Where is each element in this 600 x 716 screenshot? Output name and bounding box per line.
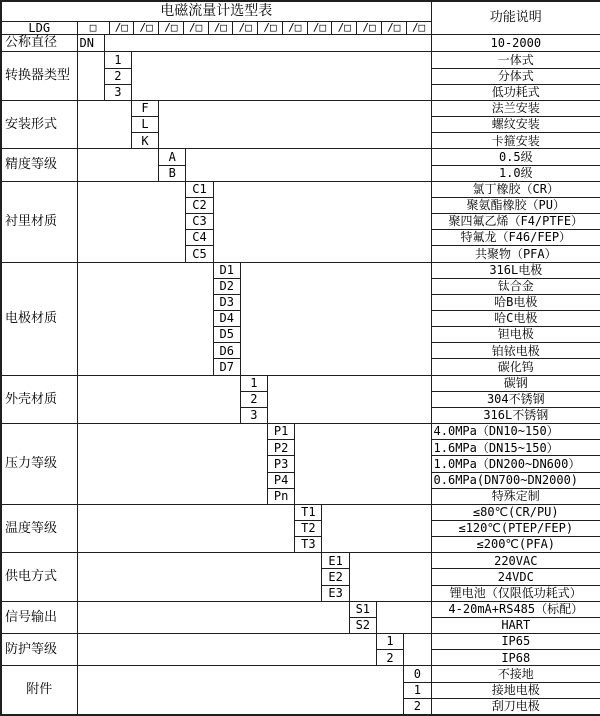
code-cell: 3	[104, 84, 131, 100]
table-row	[1, 634, 600, 650]
code-cell: DN	[77, 35, 104, 52]
function-desc-cell: ≤80℃(CR/PU)	[431, 504, 600, 520]
filler-cell-left	[77, 504, 295, 552]
category-label: 安装形式	[1, 100, 77, 148]
function-desc-cell: 低功耗式	[431, 84, 600, 100]
title-row	[1, 1, 600, 21]
function-desc-cell: 1.0MPa（DN200~DN600）	[431, 456, 600, 472]
filler-cell-left	[77, 262, 213, 375]
code-cell: 3	[240, 407, 267, 423]
code-cell: D2	[213, 278, 240, 294]
code-cell: L	[131, 117, 158, 133]
code-cell: C2	[186, 197, 213, 213]
code-cell: 2	[104, 68, 131, 84]
table-row	[1, 35, 600, 52]
option-code-box: /□	[134, 22, 159, 35]
function-desc-cell: 特氟龙（F46/FEP）	[431, 230, 600, 246]
function-desc-cell: 碳化钨	[431, 359, 600, 375]
code-cell: P3	[268, 456, 295, 472]
category-label: 外壳材质	[1, 375, 77, 423]
filler-cell-left	[77, 553, 322, 601]
function-column-header: 功能说明	[431, 1, 600, 35]
filler-cell-right	[213, 181, 431, 262]
function-desc-cell: 316L不锈钢	[431, 407, 600, 423]
code-cell: A	[159, 149, 186, 165]
option-code-box: /□	[382, 22, 407, 35]
code-cell: E1	[322, 553, 349, 569]
code-cell: 2	[404, 698, 431, 715]
function-desc-cell: 分体式	[431, 68, 600, 84]
code-cell: P1	[268, 424, 295, 440]
code-cell: Pn	[268, 488, 295, 504]
filler-cell-right	[240, 262, 431, 375]
option-code-box: /□	[159, 22, 184, 35]
code-cell: C3	[186, 214, 213, 230]
function-desc-cell: 0.5级	[431, 149, 600, 165]
filler-cell-left	[77, 424, 268, 505]
category-label: 附件	[1, 666, 77, 715]
table-row	[1, 52, 600, 68]
code-cell: C5	[186, 246, 213, 262]
function-desc-cell: ≤120℃(PTEP/FEP)	[431, 521, 600, 537]
function-desc-cell: 4.0MPa（DN10~150）	[431, 424, 600, 440]
filler-cell-left	[77, 375, 240, 423]
code-cell: 1	[376, 634, 403, 650]
model-code-box: □	[78, 22, 110, 35]
function-desc-cell: HART	[431, 617, 600, 633]
function-desc-cell: 聚氨酯橡胶（PU）	[431, 197, 600, 213]
function-desc-cell: 220VAC	[431, 553, 600, 569]
filler-cell-right	[104, 35, 431, 52]
option-code-box: /□	[332, 22, 357, 35]
function-desc-cell: 锂电池（仅限低功耗式）	[431, 585, 600, 601]
category-label: 精度等级	[1, 149, 77, 181]
category-label: 衬里材质	[1, 181, 77, 262]
option-code-box: /□	[357, 22, 382, 35]
page-title: 电磁流量计选型表	[1, 1, 431, 21]
option-code-box: /□	[258, 22, 283, 35]
table-row	[1, 149, 600, 165]
function-desc-cell: 不接地	[431, 666, 600, 682]
option-code-box: /□	[308, 22, 333, 35]
code-cell: D6	[213, 343, 240, 359]
code-cell: K	[131, 133, 158, 149]
filler-cell-right	[349, 553, 431, 601]
category-label: 电极材质	[1, 262, 77, 375]
option-code-box: /□	[411, 21, 426, 35]
function-desc-cell: 24VDC	[431, 569, 600, 585]
code-cell: 1	[240, 375, 267, 391]
filler-cell-right	[159, 100, 431, 148]
option-code-box: /□	[233, 22, 258, 35]
code-cell: P4	[268, 472, 295, 488]
category-label: 转换器类型	[1, 52, 77, 100]
ldg-code-boxes	[78, 22, 431, 35]
filler-cell-right	[295, 424, 431, 505]
category-label: 防护等级	[1, 634, 77, 666]
code-cell: T2	[295, 521, 322, 537]
filler-cell-left	[77, 666, 404, 715]
category-label: 压力等级	[1, 424, 77, 505]
filler-cell-right	[131, 52, 431, 100]
selection-table-body	[1, 1, 600, 715]
code-cell: E2	[322, 569, 349, 585]
function-desc-cell: 1.6MPa（DN15~150）	[431, 440, 600, 456]
function-desc-cell: 钛合金	[431, 278, 600, 294]
ldg-label: LDG	[1, 21, 77, 35]
option-code-box: /□	[110, 22, 135, 35]
code-cell: B	[159, 165, 186, 181]
filler-cell-right	[268, 375, 432, 423]
function-desc-cell: 316L电极	[431, 262, 600, 278]
option-code-box: /□	[209, 22, 234, 35]
function-desc-cell: 法兰安装	[431, 100, 600, 116]
function-desc-cell: IP68	[431, 650, 600, 666]
code-cell: T1	[295, 504, 322, 520]
code-cell: F	[131, 100, 158, 116]
filler-cell-right	[322, 504, 431, 552]
filler-cell-left	[77, 601, 349, 633]
code-cell: D3	[213, 294, 240, 310]
function-desc-cell: 一体式	[431, 52, 600, 68]
option-code-box: /□	[184, 22, 209, 35]
table-row	[1, 100, 600, 116]
category-label: 信号输出	[1, 601, 77, 633]
code-cell: P2	[268, 440, 295, 456]
function-desc-cell: 1.0级	[431, 165, 600, 181]
function-desc-cell: 哈B电极	[431, 294, 600, 310]
code-cell: 2	[376, 650, 403, 666]
table-row	[1, 666, 600, 682]
filler-cell-right	[376, 601, 431, 633]
code-cell: T3	[295, 537, 322, 553]
category-label: 温度等级	[1, 504, 77, 552]
function-desc-cell: 钽电极	[431, 327, 600, 343]
table-row	[1, 504, 600, 520]
function-desc-cell: 接地电极	[431, 682, 600, 698]
table-row	[1, 375, 600, 391]
function-desc-cell: ≤200℃(PFA)	[431, 537, 600, 553]
table-row	[1, 181, 600, 197]
table-row	[1, 262, 600, 278]
filler-cell-right	[186, 149, 431, 181]
function-desc-cell: 哈C电极	[431, 310, 600, 326]
code-cell: C4	[186, 230, 213, 246]
code-cell: 1	[404, 682, 431, 698]
filler-cell-left	[77, 181, 186, 262]
code-cell: 0	[404, 666, 431, 682]
code-cell: 1	[104, 52, 131, 68]
code-cell: D7	[213, 359, 240, 375]
function-desc-cell: 聚四氟乙烯（F4/PTFE）	[431, 214, 600, 230]
code-cell: 2	[240, 391, 267, 407]
function-desc-cell: IP65	[431, 634, 600, 650]
function-desc-cell: 螺纹安装	[431, 117, 600, 133]
function-desc-cell: 10-2000	[431, 35, 600, 52]
table-row	[1, 553, 600, 569]
code-cell: S1	[349, 601, 376, 617]
table-row	[1, 601, 600, 617]
function-desc-cell: 铂铱电极	[431, 343, 600, 359]
function-desc-cell: 特殊定制	[431, 488, 600, 504]
function-desc-cell: 4-20mA+RS485（标配）	[431, 601, 600, 617]
function-desc-cell: 卡箍安装	[431, 133, 600, 149]
function-desc-cell: 0.6MPa(DN700~DN2000)	[431, 472, 600, 488]
code-cell: C1	[186, 181, 213, 197]
code-cell: E3	[322, 585, 349, 601]
category-label: 公称直径	[1, 35, 77, 52]
function-desc-cell: 304不锈钢	[431, 391, 600, 407]
filler-cell-left	[77, 149, 159, 181]
code-cell: D4	[213, 310, 240, 326]
code-cell: D5	[213, 327, 240, 343]
option-code-box: /□	[283, 22, 308, 35]
ldg-code-boxes-cell	[77, 21, 431, 35]
function-desc-cell: 碳钢	[431, 375, 600, 391]
table-row	[1, 424, 600, 440]
filler-cell-left	[77, 634, 376, 666]
function-desc-cell: 氯丁橡胶（CR）	[431, 181, 600, 197]
filler-cell-left	[77, 52, 104, 100]
function-desc-cell: 共聚物（PFA）	[431, 246, 600, 262]
function-desc-cell: 刮刀电极	[431, 698, 600, 715]
filler-cell-left	[77, 100, 131, 148]
code-cell: D1	[213, 262, 240, 278]
filler-cell-right	[404, 634, 431, 666]
category-label: 供电方式	[1, 553, 77, 601]
code-cell: S2	[349, 617, 376, 633]
